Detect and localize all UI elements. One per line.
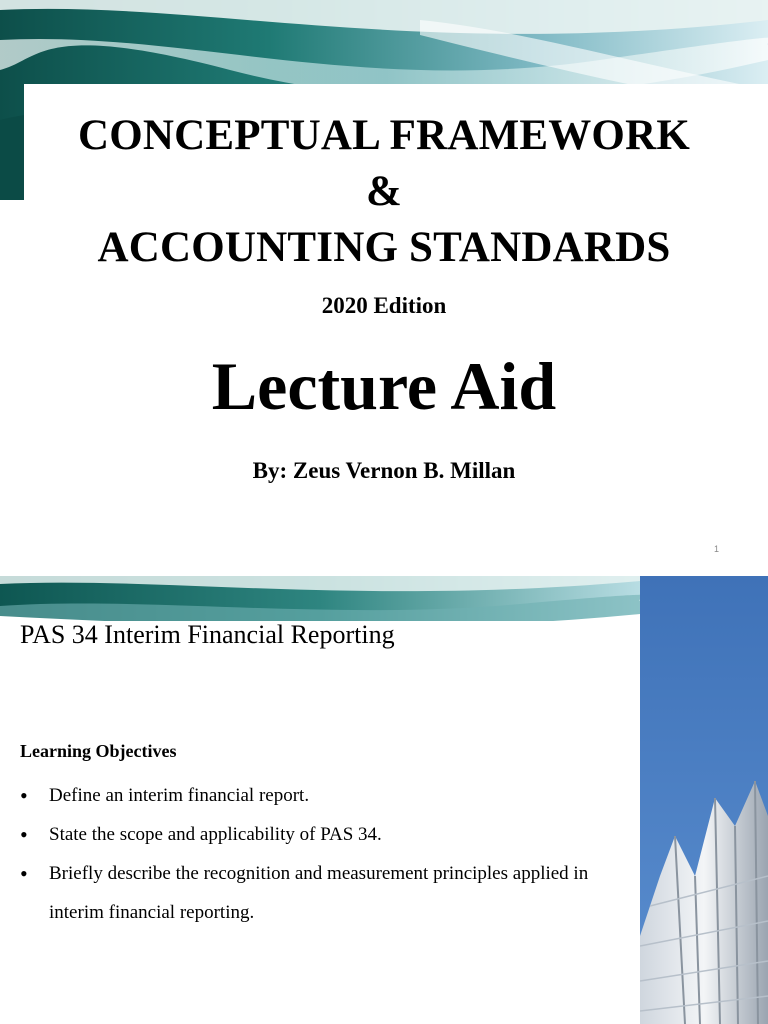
presentation-title <box>0 108 768 276</box>
list-item: • Define an interim financial report. <box>20 776 630 815</box>
content-slide <box>0 576 768 1024</box>
lecture-aid-subtitle: Lecture Aid <box>211 348 557 424</box>
title-line-2: & <box>365 168 403 215</box>
slide-number: 1 <box>714 544 720 554</box>
learning-objectives-title: Learning Objectives <box>20 741 177 761</box>
title-line-1: CONCEPTUAL FRAMEWORK <box>78 112 690 159</box>
title-line-3: ACCOUNTING STANDARDS <box>97 224 671 271</box>
objectives-list <box>20 776 630 932</box>
building-photo <box>640 576 768 1024</box>
list-item: • State the scope and applicability of PAS 34. <box>20 815 630 854</box>
author-line: By: Zeus Vernon B. Millan <box>252 458 516 483</box>
list-item: • Briefly describe the recognition and measurement principles applied in interim financial reporting. <box>20 854 630 932</box>
slide-heading: PAS 34 Interim Financial Reporting <box>20 620 395 649</box>
edition-label: 2020 Edition <box>321 293 447 318</box>
